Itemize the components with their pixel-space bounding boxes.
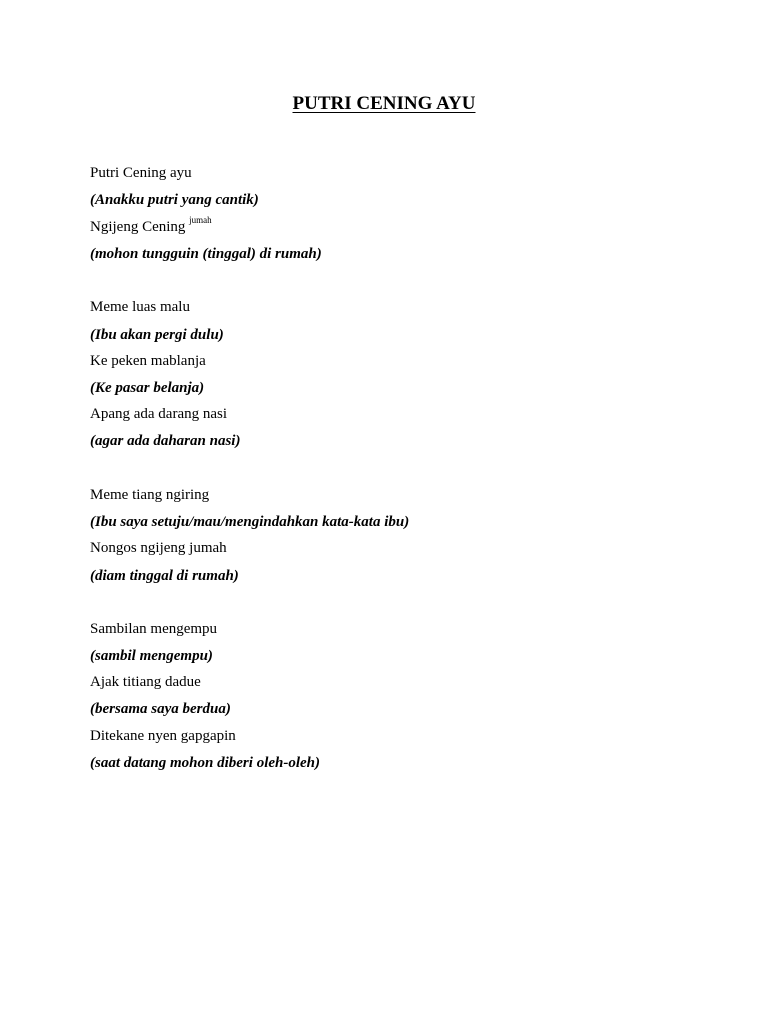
- verse-translation: (Anakku putri yang cantik): [90, 192, 259, 208]
- verse-line: Ke peken mablanja: [90, 353, 206, 369]
- verse-line: Meme tiang ngiring: [90, 487, 210, 503]
- verse-translation: (sambil mengempu): [90, 648, 213, 664]
- poem-title: PUTRI CENING AYU: [292, 93, 476, 114]
- verse-translation: (saat datang mohon diberi oleh-oleh): [90, 755, 321, 771]
- verse-translation: (agar ada daharan nasi): [90, 433, 241, 449]
- verse-translation: (diam tinggal di rumah): [90, 568, 239, 584]
- verse-translation: (Ibu akan pergi dulu): [90, 327, 224, 343]
- verse-translation: (Ibu saya setuju/mau/mengindahkan kata-kata ibu): [90, 514, 410, 530]
- verse-line: Sambilan mengempu: [90, 621, 218, 637]
- verse-line: Putri Cening ayu: [90, 165, 192, 181]
- verse-line: Apang ada darang nasi: [90, 406, 228, 422]
- verse-line-note: jumah: [189, 215, 212, 225]
- verse-line-text: Ngijeng Cening: [90, 219, 186, 235]
- verse-translation: (Ke pasar belanja): [90, 380, 205, 396]
- verse-line: Ajak titiang dadue: [90, 674, 201, 690]
- verse-line: Meme luas malu: [90, 299, 190, 315]
- verse-line: Ditekane nyen gapgapin: [90, 728, 236, 744]
- verse-translation: (bersama saya berdua): [90, 701, 231, 717]
- verse-line: [90, 217, 212, 237]
- verse-line: Nongos ngijeng jumah: [90, 540, 227, 556]
- verse-translation: (mohon tungguin (tinggal) di rumah): [90, 246, 322, 262]
